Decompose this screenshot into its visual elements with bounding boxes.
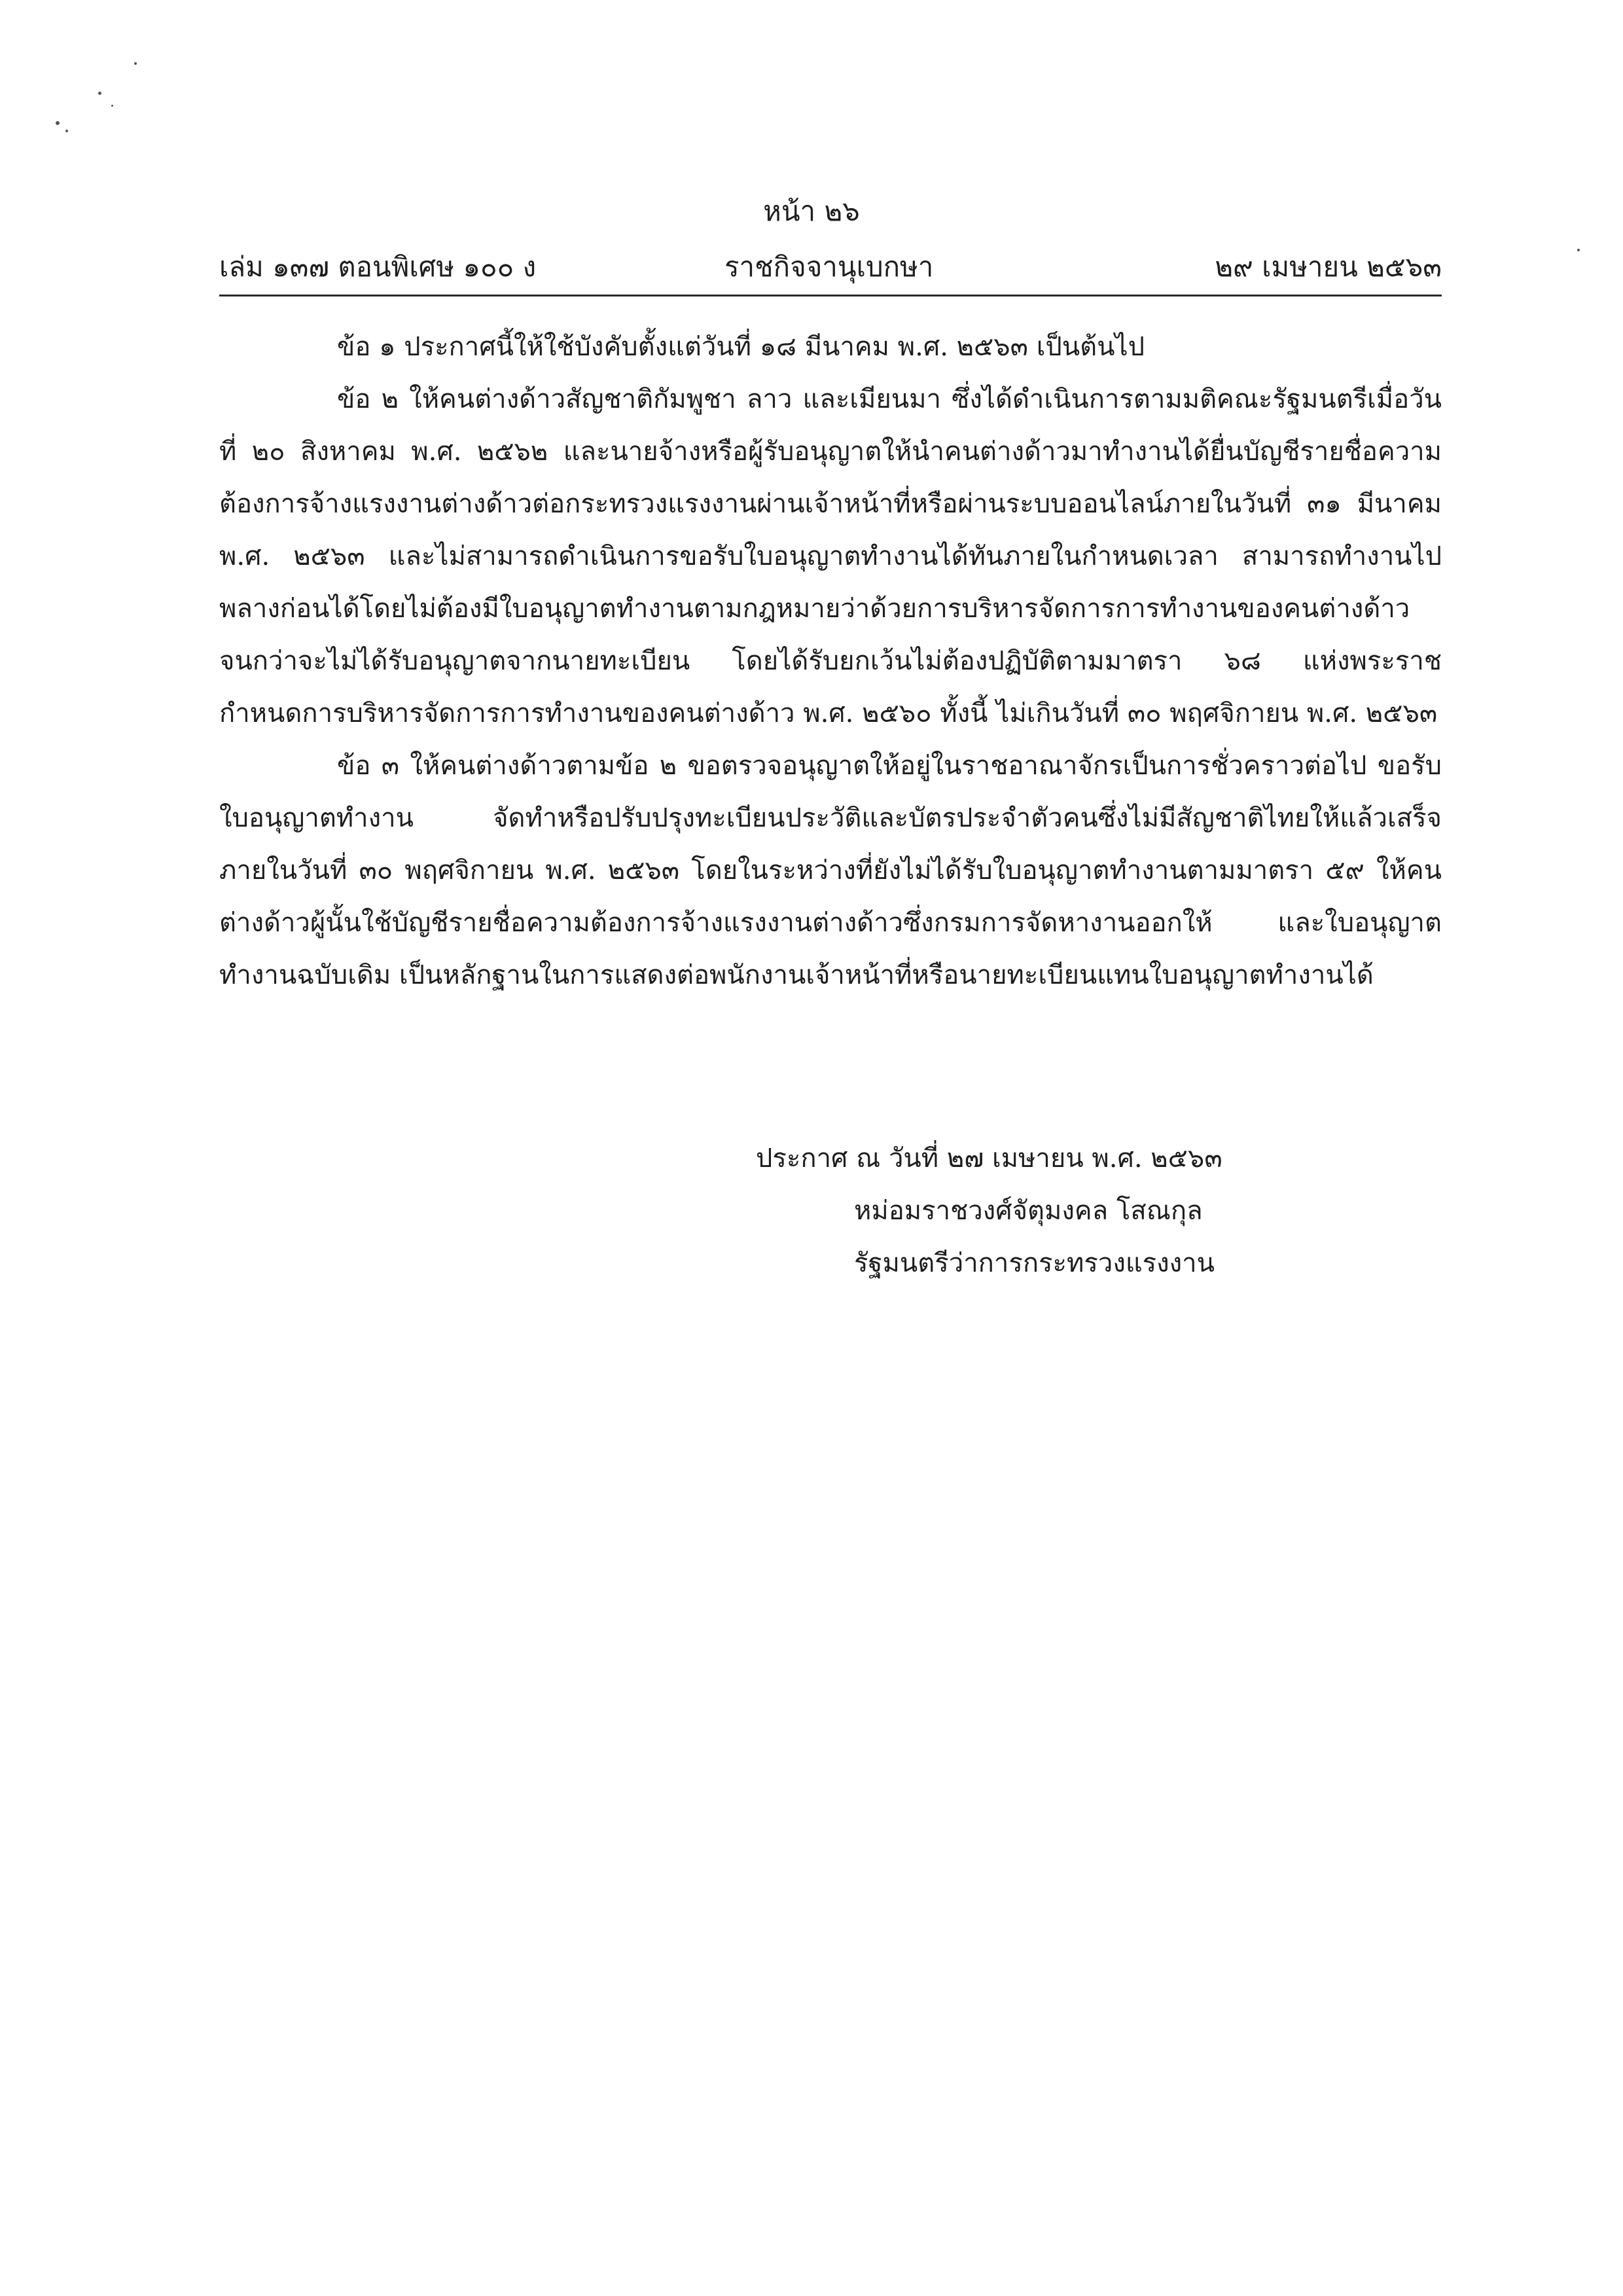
- signatory-position: รัฐมนตรีว่าการกระทรวงแรงงาน: [854, 1248, 1215, 1278]
- publication-title: ราชกิจจานุเบกษา: [724, 251, 934, 283]
- publication-date: ๒๙ เมษายน ๒๕๖๓: [1215, 251, 1442, 283]
- announcement-body: [219, 321, 1442, 1001]
- clause-1: ข้อ ๑ ประกาศนี้ให้ใช้บังคับตั้งแต่วันที่ ๑๘ มีนาคม พ.ศ. ๒๕๖๓ เป็นต้นไป: [337, 332, 1145, 362]
- scan-speck: [98, 92, 101, 95]
- scan-speck: [1577, 249, 1580, 251]
- gazette-header: [219, 245, 1442, 285]
- scan-speck: [56, 121, 60, 125]
- scan-speck: [134, 62, 137, 65]
- signature-block: [756, 1132, 1443, 1289]
- clause-3: ข้อ ๓ ให้คนต่างด้าวตามข้อ ๒ ขอตรวจอนุญาตให้อยู่ในราชอาณาจักรเป็นการชั่วคราวต่อไป ขอรับใบอนุญาตทำงาน จัดทำหรือปรับปรุงทะเบียนประวัติและบัตรประจำตัวคนซึ่งไม่มีสัญชาติไทยให้แล้วเสร็จ ภายในวันที่ ๓๐ พฤศจิกายน พ.ศ. ๒๕๖๓ โดยในระหว่างที่ยังไม่ได้รับใบอนุญาตทำงานตามมาตรา ๕๙ ให้คนต่างด้าวผู้นั้นใช้บัญชีรายชื่อความต้องการจ้างแรงงานต่างด้าวซึ่งกรมการจัดหางานออกให้ และใบอนุญาตทำงานฉบับเดิม เป็นหลักฐานในการแสดงต่อพนักงานเจ้าหน้าที่หรือนายทะเบียนแทนใบอนุญาตทำงานได้: [219, 751, 1442, 990]
- announcement-date: ประกาศ ณ วันที่ ๒๗ เมษายน พ.ศ. ๒๕๖๓: [756, 1143, 1222, 1174]
- scan-speck: [111, 105, 113, 107]
- scan-speck: [65, 130, 68, 132]
- volume-issue: เล่ม ๑๓๗ ตอนพิเศษ ๑๐๐ ง: [219, 251, 537, 283]
- header-divider: [219, 295, 1442, 296]
- clause-2: ข้อ ๒ ให้คนต่างด้าวสัญชาติกัมพูชา ลาว และเมียนมา ซึ่งได้ดำเนินการตามมติคณะรัฐมนตรีเมื่อวันที่ ๒๐ สิงหาคม พ.ศ. ๒๕๖๒ และนายจ้างหรือผู้รับอนุญาตให้นำคนต่างด้าวมาทำงานได้ยื่นบัญชีรายชื่อความต้องการจ้างแรงงานต่างด้าวต่อกระทรวงแรงงานผ่านเจ้าหน้าที่หรือผ่านระบบออนไลน์ภายในวันที่ ๓๑ มีนาคม พ.ศ. ๒๕๖๓ และไม่สามารถดำเนินการขอรับใบอนุญาตทำงานได้ทันภายในกำหนดเวลา สามารถทำงานไปพลางก่อนได้โดยไม่ต้องมีใบอนุญาตทำงานตามกฎหมายว่าด้วยการบริหารจัดการการทำงานของคนต่างด้าวจนกว่าจะไม่ได้รับอนุญาตจากนายทะเบียน โดยได้รับยกเว้นไม่ต้องปฏิบัติตามมาตรา ๖๘ แห่งพระราชกำหนดการบริหารจัดการการทำงานของคนต่างด้าว พ.ศ. ๒๕๖๐ ทั้งนี้ ไม่เกินวันที่ ๓๐ พฤศจิกายน พ.ศ. ๒๕๖๓: [219, 384, 1442, 728]
- page-number: หน้า ๒๖: [763, 195, 860, 227]
- signatory-name: หม่อมราชวงศ์จัตุมงคล โสณกุล: [854, 1196, 1203, 1226]
